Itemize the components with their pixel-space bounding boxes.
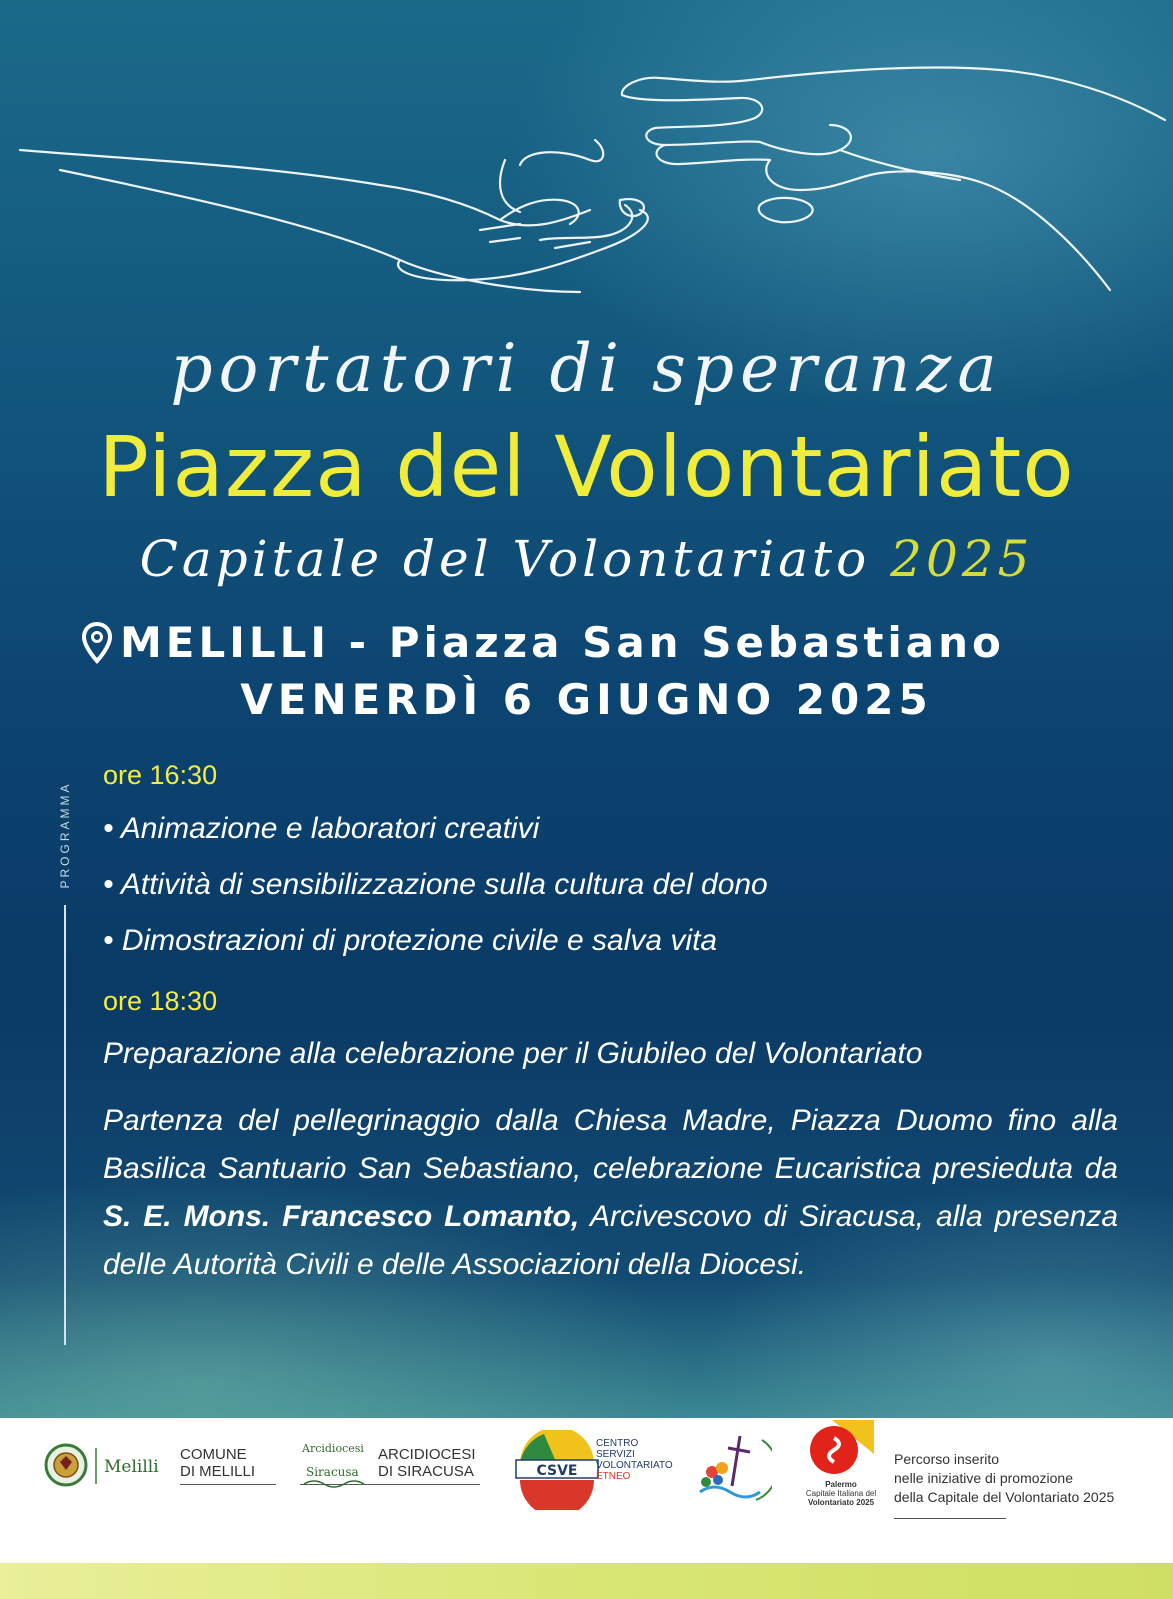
- palermo-line-2: Capitale Italiana del: [805, 1489, 877, 1498]
- arcidiocesi-underline: [300, 1484, 480, 1485]
- subtitle: [0, 530, 1173, 588]
- location-text: MELILLI - Piazza San Sebastiano: [120, 618, 1005, 667]
- arcidiocesi-label-line-2: DI SIRACUSA: [378, 1463, 474, 1480]
- csve-name: CSVE: [536, 1463, 578, 1479]
- svg-text:Melilli: Melilli: [104, 1457, 159, 1477]
- location: [80, 618, 1100, 667]
- hands-illustration: [0, 0, 1173, 330]
- comune-label-line-1: COMUNE: [180, 1446, 247, 1463]
- subtitle-year: 2025: [890, 530, 1034, 588]
- promo-line-2: nelle iniziative di promozione: [894, 1470, 1073, 1486]
- palermo-line-3: Volontariato 2025: [807, 1498, 875, 1507]
- comune-label-line-2: DI MELILLI: [180, 1463, 256, 1480]
- jubilee-logo: [692, 1430, 772, 1510]
- palermo-line-1: Palermo: [825, 1480, 857, 1489]
- promo-line-3: della Capitale del Volontariato 2025: [894, 1489, 1115, 1505]
- csve-line-2: SERVIZI: [596, 1449, 635, 1460]
- svg-text:Siracusa: Siracusa: [306, 1465, 359, 1479]
- program-item-2: • Attività di sensibilizzazione sulla cultura del dono: [103, 868, 768, 901]
- comune-underline: [180, 1484, 276, 1485]
- program-divider: [64, 905, 66, 1345]
- event-date: VENERDÌ 6 GIUGNO 2025: [240, 675, 933, 724]
- pilgrimage-text-end: Arcivescovo di Siracusa, alla presenza delle Autorità Civili e delle Associazioni della Diocesi.: [103, 1200, 1118, 1281]
- palermo-capitale-logo: [804, 1418, 874, 1478]
- tagline: portatori di speranza: [170, 330, 1003, 407]
- page-title: Piazza del Volontariato: [98, 418, 1075, 516]
- arcidiocesi-label-line-1: ARCIDIOCESI: [378, 1446, 476, 1463]
- program-item-3: • Dimostrazioni di protezione civile e salva vita: [103, 924, 718, 957]
- promo-text: [894, 1450, 1114, 1507]
- svg-text:Arcidiocesi: Arcidiocesi: [302, 1442, 364, 1455]
- csve-text: [596, 1438, 673, 1482]
- pilgrimage-text-start: Partenza del pellegrinaggio dalla Chiesa Madre, Piazza Duomo fino alla Basilica Santuario San Sebastiano, celebrazione Eucaristica presieduta da: [103, 1104, 1118, 1185]
- time-1830: ore 18:30: [103, 986, 218, 1016]
- bottom-band: [0, 1563, 1173, 1599]
- program-item-1: • Animazione e laboratori creativi: [103, 812, 540, 845]
- csve-logo: [514, 1430, 600, 1510]
- pilgrimage-paragraph: [103, 1097, 1118, 1289]
- csve-line-3: VOLONTARIATO: [596, 1460, 673, 1471]
- subtitle-text: Capitale del Volontariato: [139, 530, 871, 588]
- palermo-text: [796, 1480, 886, 1507]
- footer-logos: [0, 1418, 1173, 1563]
- promo-line-1: Percorso inserito: [894, 1451, 1000, 1467]
- csve-line-1: CENTRO: [596, 1438, 639, 1449]
- program-label-text: PROGRAMMA: [58, 781, 72, 889]
- arcidiocesi-label: [378, 1446, 476, 1480]
- bishop-name: S. E. Mons. Francesco Lomanto,: [103, 1200, 580, 1233]
- promo-underline: [894, 1518, 1006, 1519]
- time-1630: ore 16:30: [103, 760, 218, 790]
- comune-label: [180, 1446, 255, 1480]
- csve-line-4: ETNEO: [596, 1471, 631, 1482]
- program-side-label: [55, 780, 75, 895]
- preparation-text: Preparazione alla celebrazione per il Giubileo del Volontariato: [103, 1037, 923, 1070]
- location-pin-icon: [80, 621, 114, 665]
- melilli-logo: [44, 1440, 194, 1490]
